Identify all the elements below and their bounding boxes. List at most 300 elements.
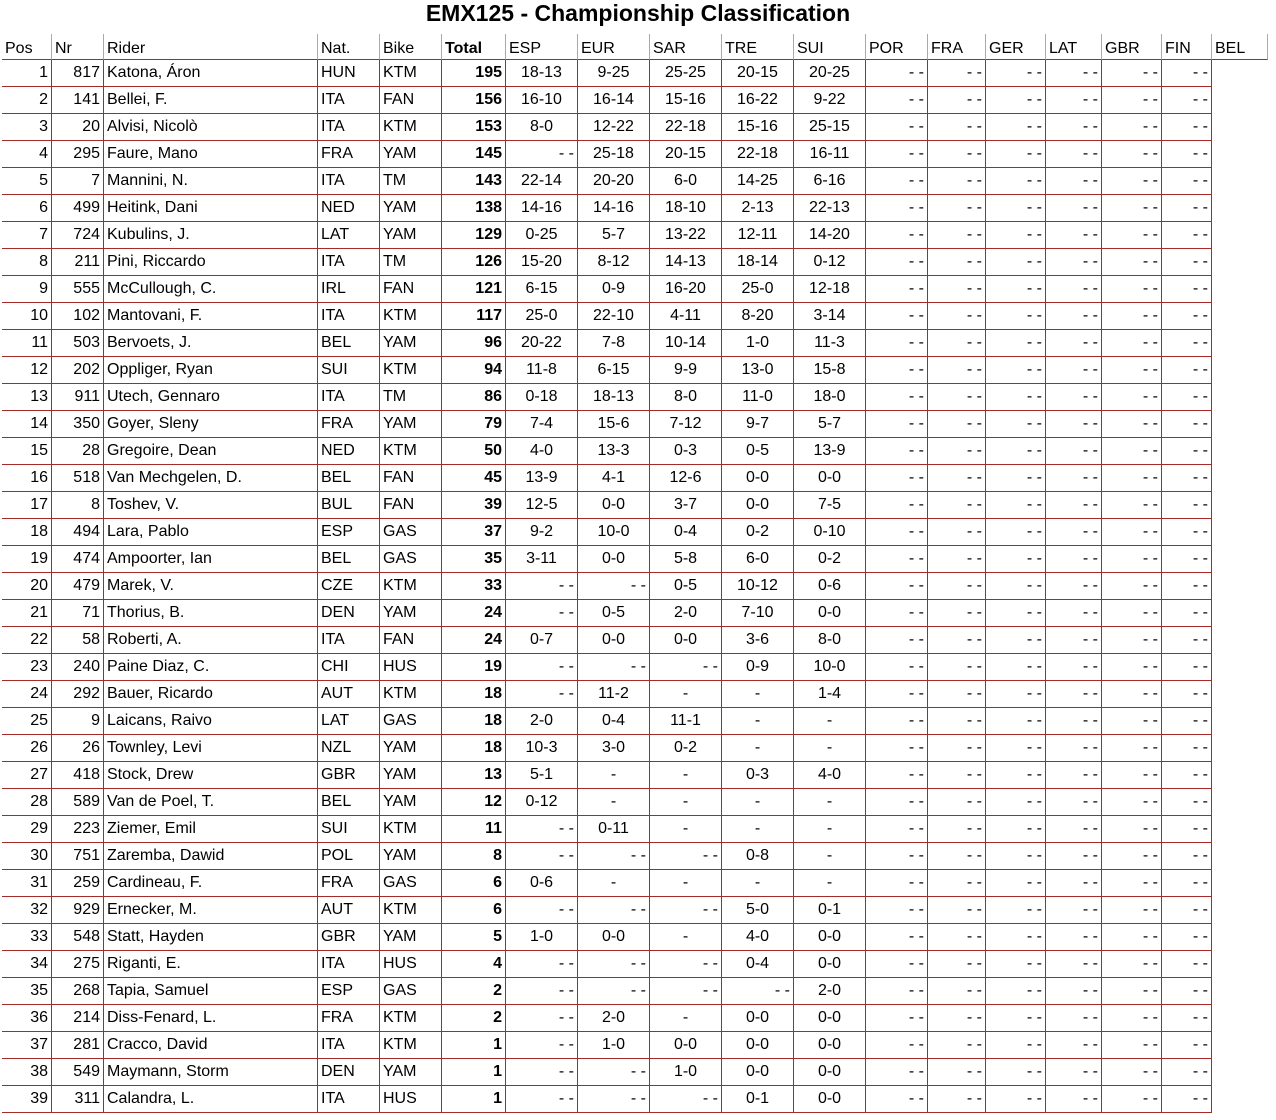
result-cell: - - [866,438,928,465]
result-cell: - - [1102,87,1162,114]
result-cell: - - [986,708,1046,735]
result-cell: - - [1162,303,1212,330]
bike-cell: YAM [380,600,442,627]
result-cell: 1-0 [650,1059,722,1086]
result-cell: - - [1162,924,1212,951]
number-cell: 102 [52,303,104,330]
result-cell: - - [506,1032,578,1059]
result-cell: 25-18 [578,141,650,168]
column-header-fin: FIN [1162,34,1212,60]
nation-cell: DEN [318,1059,380,1086]
nation-cell: ITA [318,249,380,276]
bike-cell: KTM [380,438,442,465]
table-row [2,816,1268,843]
result-cell: 12-5 [506,492,578,519]
result-cell: - - [928,924,986,951]
table-row [2,114,1268,141]
bike-cell: FAN [380,627,442,654]
bike-cell: GAS [380,708,442,735]
nation-cell: LAT [318,222,380,249]
bike-cell: YAM [380,843,442,870]
result-cell: - - [928,978,986,1005]
result-cell: - - [1102,141,1162,168]
result-cell: - - [506,600,578,627]
result-cell: - - [866,627,928,654]
result-cell: - - [1046,627,1102,654]
result-cell: 3-11 [506,546,578,573]
number-cell: 20 [52,114,104,141]
result-cell: - - [1046,573,1102,600]
result-cell: - - [1102,1086,1162,1113]
result-cell: - - [1162,1032,1212,1059]
result-cell: 6-15 [578,357,650,384]
column-header-fra: FRA [928,34,986,60]
result-cell: 11-8 [506,357,578,384]
number-cell: 240 [52,654,104,681]
result-cell: 13-9 [794,438,866,465]
result-cell: 3-7 [650,492,722,519]
result-cell: - - [866,276,928,303]
position-cell: 14 [2,411,52,438]
rider-cell: Mantovani, F. [104,303,318,330]
bike-cell: YAM [380,762,442,789]
table-row [2,330,1268,357]
result-cell: - - [1162,708,1212,735]
result-cell: - - [1046,60,1102,87]
result-cell: 20-15 [722,60,794,87]
result-cell: 15-16 [650,87,722,114]
rider-cell: Ampoorter, Ian [104,546,318,573]
result-cell: 9-2 [506,519,578,546]
result-cell: - - [1102,600,1162,627]
result-cell: - - [1162,465,1212,492]
result-cell: 6-0 [650,168,722,195]
total-cell: 39 [442,492,506,519]
nation-cell: FRA [318,141,380,168]
column-header-por: POR [866,34,928,60]
result-cell: - - [866,357,928,384]
table-row [2,1005,1268,1032]
result-cell: 16-20 [650,276,722,303]
table-row [2,681,1268,708]
result-cell: - [722,708,794,735]
result-cell: - - [1162,789,1212,816]
rider-cell: Stock, Drew [104,762,318,789]
position-cell: 27 [2,762,52,789]
position-cell: 7 [2,222,52,249]
result-cell: - - [928,573,986,600]
column-header-ger: GER [986,34,1046,60]
result-cell: - - [1046,735,1102,762]
result-cell: - - [1162,330,1212,357]
table-row [2,195,1268,222]
result-cell: - - [1102,519,1162,546]
result-cell: 0-0 [794,951,866,978]
number-cell: 28 [52,438,104,465]
bike-cell: KTM [380,681,442,708]
result-cell: 14-25 [722,168,794,195]
result-cell: - - [986,978,1046,1005]
result-cell: 0-1 [722,1086,794,1113]
result-cell: - - [986,114,1046,141]
result-cell: - - [1102,357,1162,384]
position-cell: 3 [2,114,52,141]
result-cell: 0-5 [578,600,650,627]
rider-cell: Thorius, B. [104,600,318,627]
bike-cell: YAM [380,195,442,222]
result-cell: - - [928,654,986,681]
result-cell: - [578,789,650,816]
bike-cell: TM [380,249,442,276]
result-cell: 0-7 [506,627,578,654]
total-cell: 35 [442,546,506,573]
result-cell: 0-0 [794,1005,866,1032]
result-cell: - - [928,114,986,141]
table-row [2,249,1268,276]
result-cell: 22-18 [722,141,794,168]
position-cell: 39 [2,1086,52,1113]
result-cell: - - [1046,465,1102,492]
number-cell: 817 [52,60,104,87]
result-cell: - - [928,1086,986,1113]
result-cell: 0-2 [722,519,794,546]
result-cell: 0-0 [650,627,722,654]
result-cell: 14-16 [506,195,578,222]
result-cell: - - [866,492,928,519]
result-cell: - - [1162,1086,1212,1113]
result-cell: - [650,1005,722,1032]
result-cell: - - [1046,816,1102,843]
result-cell: - - [1162,654,1212,681]
bike-cell: YAM [380,330,442,357]
bike-cell: YAM [380,222,442,249]
rider-cell: Pini, Riccardo [104,249,318,276]
table-row [2,303,1268,330]
table-row [2,60,1268,87]
number-cell: 494 [52,519,104,546]
result-cell: - - [928,357,986,384]
result-cell: - [722,681,794,708]
total-cell: 50 [442,438,506,465]
result-cell: - - [506,816,578,843]
bike-cell: KTM [380,816,442,843]
table-row [2,465,1268,492]
result-cell: - - [986,87,1046,114]
result-cell: 7-12 [650,411,722,438]
nation-cell: NZL [318,735,380,762]
result-cell: - - [986,492,1046,519]
result-cell: 12-6 [650,465,722,492]
result-cell: - - [1046,114,1102,141]
result-cell: 0-0 [794,1059,866,1086]
table-row [2,735,1268,762]
result-cell: - - [1046,1059,1102,1086]
nation-cell: DEN [318,600,380,627]
result-cell: 8-0 [506,114,578,141]
result-cell: - - [866,654,928,681]
result-cell: 8-20 [722,303,794,330]
table-row [2,168,1268,195]
result-cell: 3-0 [578,735,650,762]
total-cell: 1 [442,1032,506,1059]
result-cell: - - [866,195,928,222]
number-cell: 292 [52,681,104,708]
rider-cell: McCullough, C. [104,276,318,303]
result-cell: 11-0 [722,384,794,411]
result-cell: - [722,870,794,897]
result-cell: - - [1046,303,1102,330]
number-cell: 518 [52,465,104,492]
result-cell: 11-3 [794,330,866,357]
number-cell: 141 [52,87,104,114]
result-cell: - - [928,627,986,654]
result-cell: - - [928,195,986,222]
result-cell: - - [986,60,1046,87]
result-cell: - - [866,222,928,249]
number-cell: 479 [52,573,104,600]
number-cell: 474 [52,546,104,573]
nation-cell: FRA [318,1005,380,1032]
nation-cell: CHI [318,654,380,681]
number-cell: 350 [52,411,104,438]
result-cell: - - [986,951,1046,978]
result-cell: 10-3 [506,735,578,762]
result-cell: - - [1046,357,1102,384]
result-cell: - - [928,762,986,789]
result-cell: - - [1162,1059,1212,1086]
result-cell: 18-14 [722,249,794,276]
result-cell: - - [578,951,650,978]
nation-cell: BEL [318,465,380,492]
result-cell: 13-9 [506,465,578,492]
bike-cell: GAS [380,870,442,897]
table-row [2,492,1268,519]
result-cell: - - [928,141,986,168]
result-cell: - - [578,573,650,600]
result-cell: 0-0 [722,1032,794,1059]
result-cell: - - [866,1059,928,1086]
total-cell: 121 [442,276,506,303]
result-cell: 16-10 [506,87,578,114]
position-cell: 37 [2,1032,52,1059]
position-cell: 38 [2,1059,52,1086]
total-cell: 96 [442,330,506,357]
bike-cell: FAN [380,276,442,303]
result-cell: - - [928,438,986,465]
nation-cell: ESP [318,978,380,1005]
result-cell: - - [986,816,1046,843]
result-cell: 0-10 [794,519,866,546]
result-cell: 0-0 [794,924,866,951]
table-row [2,951,1268,978]
result-cell: 3-14 [794,303,866,330]
result-cell: - - [578,843,650,870]
number-cell: 555 [52,276,104,303]
result-cell: 9-25 [578,60,650,87]
result-cell: - [650,681,722,708]
rider-cell: Katona, Áron [104,60,318,87]
bike-cell: KTM [380,1005,442,1032]
column-header-bel: BEL [1212,34,1268,60]
result-cell: - - [866,735,928,762]
bike-cell: KTM [380,60,442,87]
result-cell: - - [866,762,928,789]
rider-cell: Heitink, Dani [104,195,318,222]
result-cell: 7-5 [794,492,866,519]
position-cell: 13 [2,384,52,411]
result-cell: - - [928,789,986,816]
result-cell: - - [866,465,928,492]
result-cell: - - [1102,60,1162,87]
result-cell: - - [928,330,986,357]
result-cell: - - [986,519,1046,546]
result-cell: 9-7 [722,411,794,438]
result-cell: - - [1162,735,1212,762]
table-row [2,141,1268,168]
result-cell: - - [650,897,722,924]
total-cell: 24 [442,600,506,627]
result-cell: - - [986,195,1046,222]
rider-cell: Paine Diaz, C. [104,654,318,681]
result-cell: - - [578,897,650,924]
result-cell: - - [650,654,722,681]
column-header-pos: Pos [2,34,52,60]
result-cell: 6-15 [506,276,578,303]
column-header-total: Total [442,34,506,60]
position-cell: 33 [2,924,52,951]
result-cell: 0-6 [794,573,866,600]
result-cell: - - [866,546,928,573]
result-cell: 0-0 [794,1086,866,1113]
nation-cell: ITA [318,168,380,195]
table-row [2,897,1268,924]
total-cell: 6 [442,870,506,897]
result-cell: - - [866,330,928,357]
rider-cell: Maymann, Storm [104,1059,318,1086]
table-row [2,924,1268,951]
total-cell: 33 [442,573,506,600]
result-cell: - - [928,249,986,276]
result-cell: - [794,843,866,870]
result-cell: - - [506,654,578,681]
result-cell: 2-0 [506,708,578,735]
number-cell: 9 [52,708,104,735]
position-cell: 36 [2,1005,52,1032]
total-cell: 143 [442,168,506,195]
result-cell: - - [986,438,1046,465]
table-row [2,762,1268,789]
nation-cell: ITA [318,951,380,978]
result-cell: - - [722,978,794,1005]
total-cell: 4 [442,951,506,978]
result-cell: - - [650,843,722,870]
result-cell: 10-0 [578,519,650,546]
result-cell: 0-0 [722,465,794,492]
result-cell: - - [1162,276,1212,303]
result-cell: - - [1102,1005,1162,1032]
column-header-esp: ESP [506,34,578,60]
result-cell: 0-2 [650,735,722,762]
bike-cell: HUS [380,951,442,978]
bike-cell: TM [380,384,442,411]
result-cell: - - [986,357,1046,384]
result-cell: 16-11 [794,141,866,168]
result-cell: - - [1046,708,1102,735]
result-cell: - - [1046,141,1102,168]
position-cell: 20 [2,573,52,600]
position-cell: 35 [2,978,52,1005]
result-cell: 0-9 [722,654,794,681]
result-cell: 2-0 [578,1005,650,1032]
result-cell: - - [866,1032,928,1059]
number-cell: 295 [52,141,104,168]
result-cell: - - [866,573,928,600]
result-cell: - - [1162,222,1212,249]
result-cell: - - [1046,492,1102,519]
result-cell: - - [1162,978,1212,1005]
result-cell: - - [866,1086,928,1113]
result-cell: - - [1046,978,1102,1005]
result-cell: - - [866,978,928,1005]
rider-cell: Cracco, David [104,1032,318,1059]
result-cell: 2-0 [650,600,722,627]
result-cell: - - [1102,789,1162,816]
result-cell: - - [1102,276,1162,303]
result-cell: 1-0 [506,924,578,951]
result-cell: - - [1162,627,1212,654]
nation-cell: ITA [318,627,380,654]
result-cell: - - [578,1059,650,1086]
total-cell: 145 [442,141,506,168]
result-cell: - - [928,519,986,546]
table-row [2,870,1268,897]
result-cell: - - [1046,519,1102,546]
rider-cell: Lara, Pablo [104,519,318,546]
result-cell: - - [928,168,986,195]
result-cell: - - [1046,1086,1102,1113]
header-row [2,34,1268,60]
table-row [2,1059,1268,1086]
result-cell: - - [1162,762,1212,789]
result-cell: - - [866,681,928,708]
column-header-nat: Nat. [318,34,380,60]
result-cell: - - [986,1086,1046,1113]
total-cell: 45 [442,465,506,492]
result-cell: - - [1162,519,1212,546]
rider-cell: Cardineau, F. [104,870,318,897]
result-cell: 5-8 [650,546,722,573]
bike-cell: HUS [380,1086,442,1113]
result-cell: 20-25 [794,60,866,87]
result-cell: - - [928,897,986,924]
position-cell: 16 [2,465,52,492]
result-cell: - - [1046,843,1102,870]
result-cell: - - [506,897,578,924]
total-cell: 18 [442,708,506,735]
result-cell: 25-0 [506,303,578,330]
result-cell: 0-18 [506,384,578,411]
result-cell: 9-22 [794,87,866,114]
total-cell: 18 [442,681,506,708]
result-cell: - [578,762,650,789]
result-cell: - - [1046,249,1102,276]
result-cell: - - [1102,1032,1162,1059]
result-cell: - - [986,1059,1046,1086]
position-cell: 6 [2,195,52,222]
position-cell: 25 [2,708,52,735]
result-cell: - - [1102,816,1162,843]
result-cell: - - [578,1086,650,1113]
